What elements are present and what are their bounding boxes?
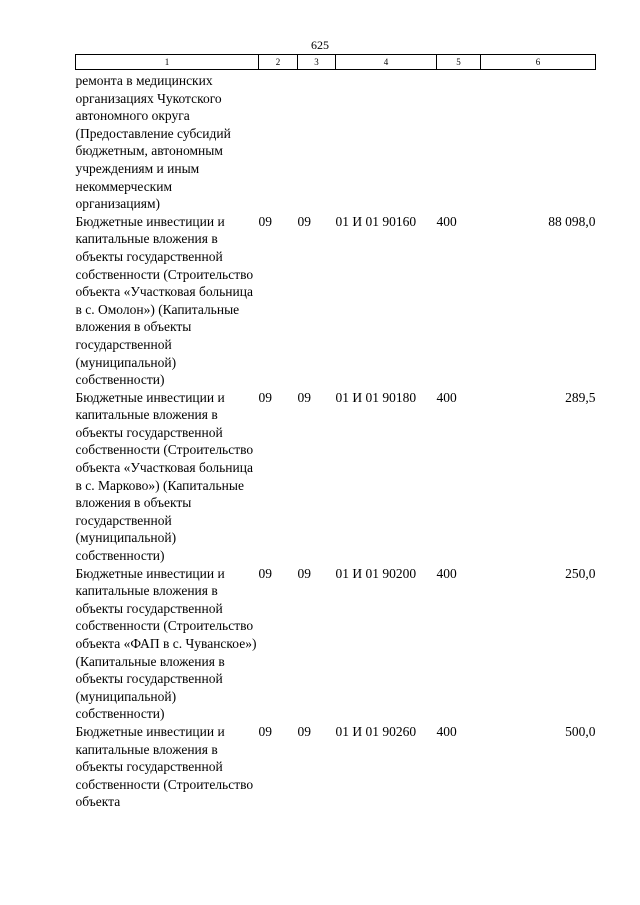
header-col-3: 3	[298, 55, 336, 70]
row-expense-type: 400	[436, 723, 457, 739]
row-name: ремонта в медицинских организациях Чукотского автономного округа (Предоставление субсидий бюджетным, автономным учреждениям и иным некоммерческим организациям)	[75, 73, 231, 212]
row-section: 09	[258, 723, 272, 739]
header-col-2: 2	[259, 55, 298, 70]
row-section: 09	[258, 565, 272, 581]
row-subsection: 09	[297, 389, 311, 405]
row-target-article: 01 И 01 90260	[335, 723, 417, 739]
table-row	[76, 389, 596, 565]
header-col-5: 5	[437, 55, 481, 70]
table-row	[76, 213, 596, 389]
row-target-article: 01 И 01 90200	[335, 565, 417, 581]
row-subsection: 09	[297, 565, 311, 581]
row-expense-type: 400	[436, 565, 457, 581]
table-header	[76, 55, 596, 70]
row-expense-type	[437, 70, 481, 213]
row-section	[259, 70, 298, 213]
header-col-1: 1	[76, 55, 259, 70]
header-col-6: 6	[481, 55, 596, 70]
row-sum: 500,0	[565, 723, 596, 739]
row-target-article	[336, 70, 437, 213]
row-section: 09	[258, 389, 272, 405]
table-body	[76, 70, 596, 811]
row-name: Бюджетные инвестиции и капитальные вложения в объекты государственной собственности (Строительство объекта «ФАП в с. Чуванское») (Капитальные вложения в объекты государственной (муниципальной) собственности)	[75, 565, 257, 722]
row-expense-type: 400	[436, 389, 457, 405]
budget-table	[75, 54, 596, 811]
header-col-4: 4	[336, 55, 437, 70]
row-name: Бюджетные инвестиции и капитальные вложения в объекты государственной собственности (Строительство объекта «Участковая больница в с. Марково») (Капитальные вложения в объекты государственной (муниципальной) собственности)	[75, 389, 254, 564]
header-row	[76, 55, 596, 70]
row-subsection: 09	[297, 213, 311, 229]
row-target-article: 01 И 01 90180	[335, 389, 417, 405]
row-sum	[481, 70, 596, 213]
row-sum: 88 098,0	[548, 213, 596, 229]
table-row	[76, 723, 596, 811]
row-expense-type: 400	[436, 213, 457, 229]
row-sum: 250,0	[565, 565, 596, 581]
page-number: 625	[311, 38, 329, 52]
table-row	[76, 70, 596, 213]
row-name: Бюджетные инвестиции и капитальные вложения в объекты государственной собственности (Строительство объекта «Участковая больница в с. Омолон») (Капитальные вложения в объекты государственной (муниципальной) собственности)	[75, 213, 254, 388]
table-row	[76, 565, 596, 723]
row-subsection: 09	[297, 723, 311, 739]
row-target-article: 01 И 01 90160	[335, 213, 417, 229]
row-sum: 289,5	[565, 389, 596, 405]
row-subsection	[298, 70, 336, 213]
row-section: 09	[258, 213, 272, 229]
row-name: Бюджетные инвестиции и капитальные вложения в объекты государственной собственности (Строительство объекта	[75, 723, 254, 810]
